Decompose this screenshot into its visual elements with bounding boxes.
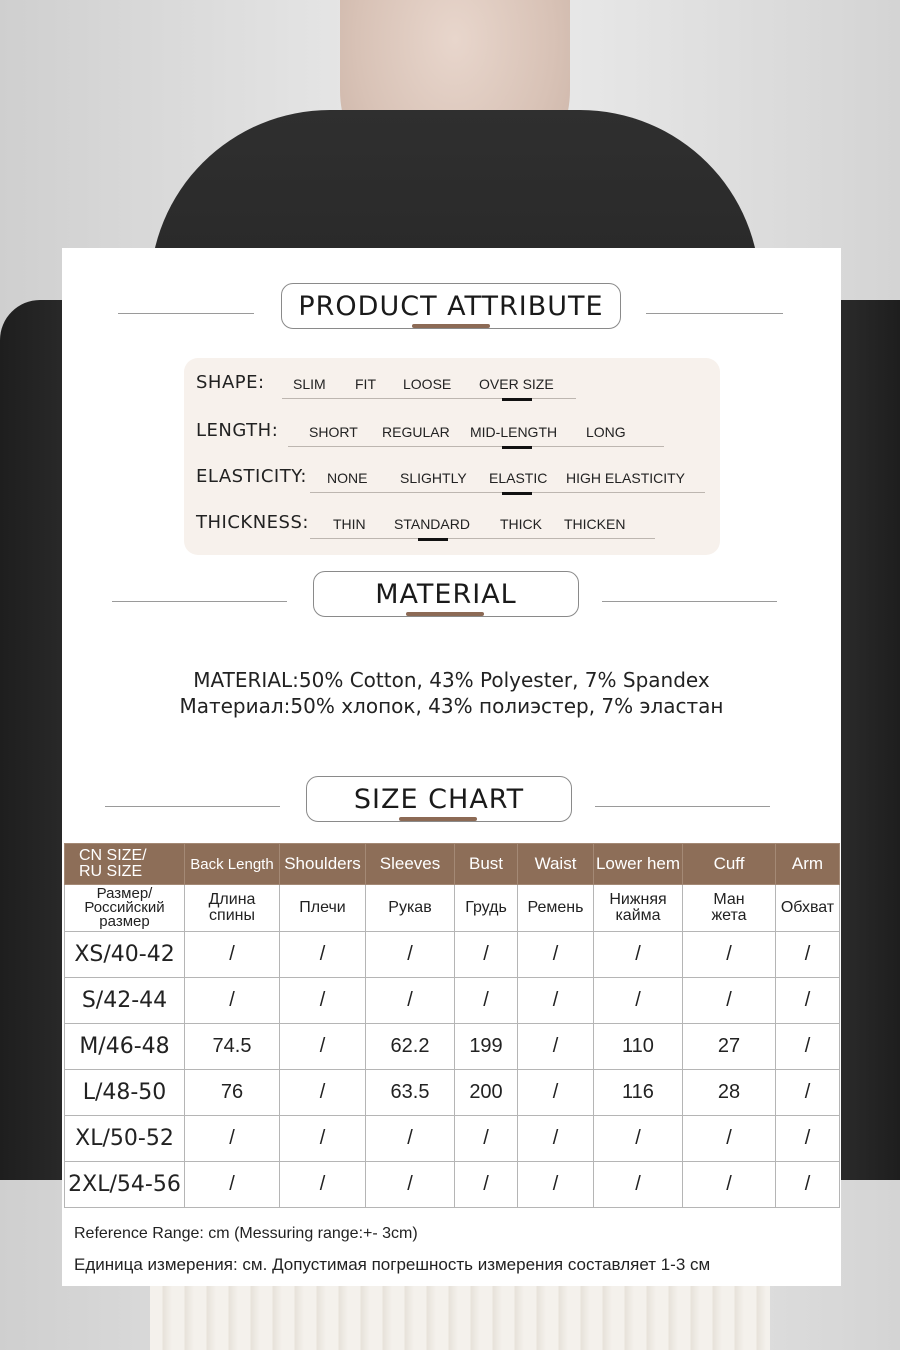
heading-accent-bar — [406, 612, 484, 616]
header-cell: Cuff — [683, 844, 776, 885]
material-heading — [62, 571, 841, 631]
table-cell: / — [518, 1116, 594, 1162]
table-cell: / — [280, 932, 366, 978]
size-chart-title: SIZE CHART — [306, 776, 572, 822]
header-cell: Lower hem — [594, 844, 683, 885]
header-cell: Нижняя кайма — [594, 885, 683, 932]
material-composition-en: MATERIAL:50% Cotton, 43% Polyester, 7% Spandex — [193, 668, 710, 692]
attr-option: LONG — [586, 424, 626, 440]
attr-row-thickness — [196, 510, 716, 540]
table-cell: / — [518, 1162, 594, 1208]
heading-accent-bar — [412, 324, 490, 328]
size-chart-table — [64, 843, 840, 1208]
table-cell: / — [280, 1162, 366, 1208]
table-cell: / — [683, 1162, 776, 1208]
attr-option-selected: ELASTIC — [489, 470, 548, 486]
table-cell: / — [185, 978, 280, 1024]
table-cell: 63.5 — [366, 1070, 455, 1116]
heading-accent-bar — [399, 817, 477, 821]
attr-selected-mark — [502, 398, 532, 401]
table-cell: / — [518, 1024, 594, 1070]
table-cell: / — [594, 978, 683, 1024]
table-cell: / — [776, 932, 840, 978]
attr-option: NONE — [327, 470, 368, 486]
table-row — [65, 978, 840, 1024]
attr-option-selected: MID-LENGTH — [470, 424, 558, 440]
attr-selected-mark — [502, 446, 532, 449]
product-attribute-title: PRODUCT ATTRIBUTE — [281, 283, 621, 329]
info-card — [62, 248, 841, 1286]
attr-underline — [288, 446, 664, 447]
table-row — [65, 1024, 840, 1070]
pleated-skirt — [150, 1280, 770, 1350]
table-cell: / — [455, 978, 518, 1024]
header-cell: Ремень — [518, 885, 594, 932]
header-cell: CN SIZE/ RU SIZE — [65, 844, 185, 885]
header-cell: Размер/ Российский размер — [65, 885, 185, 932]
product-attribute-heading — [62, 283, 841, 343]
table-cell: / — [280, 1116, 366, 1162]
size-cell: M/46-48 — [65, 1024, 185, 1070]
table-cell: / — [455, 932, 518, 978]
table-cell: / — [683, 932, 776, 978]
size-cell: L/48-50 — [65, 1070, 185, 1116]
header-cell: Рукав — [366, 885, 455, 932]
table-cell: / — [776, 1024, 840, 1070]
heading-rule-right — [646, 313, 783, 314]
attr-option: THICK — [500, 516, 542, 532]
table-cell: 27 — [683, 1024, 776, 1070]
table-cell: / — [280, 1070, 366, 1116]
material-composition-ru: Материал:50% хлопок, 43% полиэстер, 7% эластан — [179, 694, 724, 718]
heading-rule-left — [118, 313, 254, 314]
table-cell: / — [683, 1116, 776, 1162]
table-cell: / — [776, 1070, 840, 1116]
table-cell: / — [185, 1116, 280, 1162]
header-cell: Bust — [455, 844, 518, 885]
table-cell: 28 — [683, 1070, 776, 1116]
size-cell: XS/40-42 — [65, 932, 185, 978]
attr-option-selected: STANDARD — [394, 516, 470, 532]
size-cell: S/42-44 — [65, 978, 185, 1024]
header-cell: Arm — [776, 844, 840, 885]
table-cell: / — [366, 1162, 455, 1208]
table-cell: / — [776, 978, 840, 1024]
table-cell: / — [455, 1116, 518, 1162]
attribute-panel — [184, 358, 720, 555]
header-row-ru — [65, 885, 840, 932]
attr-row-length — [196, 418, 716, 448]
header-cell: Waist — [518, 844, 594, 885]
heading-rule-right — [602, 601, 777, 602]
attr-label: ELASTICITY: — [196, 466, 307, 487]
table-cell: / — [455, 1162, 518, 1208]
attr-option: SLIGHTLY — [400, 470, 467, 486]
table-cell: 74.5 — [185, 1024, 280, 1070]
table-row — [65, 1070, 840, 1116]
table-cell: / — [366, 1116, 455, 1162]
table-cell: / — [366, 978, 455, 1024]
table-cell: / — [594, 932, 683, 978]
size-cell: 2XL/54-56 — [65, 1162, 185, 1208]
header-cell: Длина спины — [185, 885, 280, 932]
heading-rule-right — [595, 806, 770, 807]
header-row-en — [65, 844, 840, 885]
header-cell: Sleeves — [366, 844, 455, 885]
attr-row-shape — [196, 370, 716, 400]
table-cell: / — [280, 1024, 366, 1070]
attr-option: HIGH ELASTICITY — [566, 470, 686, 486]
table-row — [65, 1116, 840, 1162]
table-cell: / — [185, 932, 280, 978]
attr-option: FIT — [355, 376, 376, 392]
header-cell: Плечи — [280, 885, 366, 932]
material-title: MATERIAL — [313, 571, 579, 617]
attr-label: THICKNESS: — [196, 512, 309, 533]
table-cell: / — [683, 978, 776, 1024]
attr-option: THIN — [333, 516, 366, 532]
table-cell: 199 — [455, 1024, 518, 1070]
table-cell: / — [280, 978, 366, 1024]
attr-option-selected: OVER SIZE — [479, 376, 554, 392]
header-cell: Shoulders — [280, 844, 366, 885]
header-cell: Ман жета — [683, 885, 776, 932]
table-cell: / — [594, 1116, 683, 1162]
header-cell: Грудь — [455, 885, 518, 932]
heading-rule-left — [105, 806, 280, 807]
table-row — [65, 1162, 840, 1208]
attr-option: SHORT — [309, 424, 358, 440]
table-cell: 116 — [594, 1070, 683, 1116]
table-cell: / — [366, 932, 455, 978]
attr-row-elasticity — [196, 464, 716, 494]
size-chart-heading — [62, 776, 841, 836]
header-cell: Обхват — [776, 885, 840, 932]
table-cell: / — [518, 978, 594, 1024]
attr-underline — [310, 538, 655, 539]
attr-option: THICKEN — [564, 516, 626, 532]
reference-range-note-en: Reference Range: cm (Messuring range:+- 3cm) — [74, 1225, 418, 1242]
table-cell: / — [518, 932, 594, 978]
size-cell: XL/50-52 — [65, 1116, 185, 1162]
table-cell: / — [518, 1070, 594, 1116]
table-cell: / — [776, 1116, 840, 1162]
table-cell: 62.2 — [366, 1024, 455, 1070]
reference-range-note-ru: Единица измерения: см. Допустимая погрешность измерения составляет 1-3 см — [74, 1255, 711, 1274]
heading-rule-left — [112, 601, 287, 602]
table-cell: / — [776, 1162, 840, 1208]
table-cell: 110 — [594, 1024, 683, 1070]
table-cell: 76 — [185, 1070, 280, 1116]
attr-option: LOOSE — [403, 376, 452, 392]
attr-option: REGULAR — [382, 424, 450, 440]
table-cell: / — [185, 1162, 280, 1208]
attr-selected-mark — [418, 538, 448, 541]
table-row — [65, 932, 840, 978]
table-cell: / — [594, 1162, 683, 1208]
table-cell: 200 — [455, 1070, 518, 1116]
attr-label: LENGTH: — [196, 420, 279, 441]
attr-option: SLIM — [293, 376, 326, 392]
attr-selected-mark — [502, 492, 532, 495]
header-cell: Back Length — [185, 844, 280, 885]
attr-label: SHAPE: — [196, 372, 265, 393]
